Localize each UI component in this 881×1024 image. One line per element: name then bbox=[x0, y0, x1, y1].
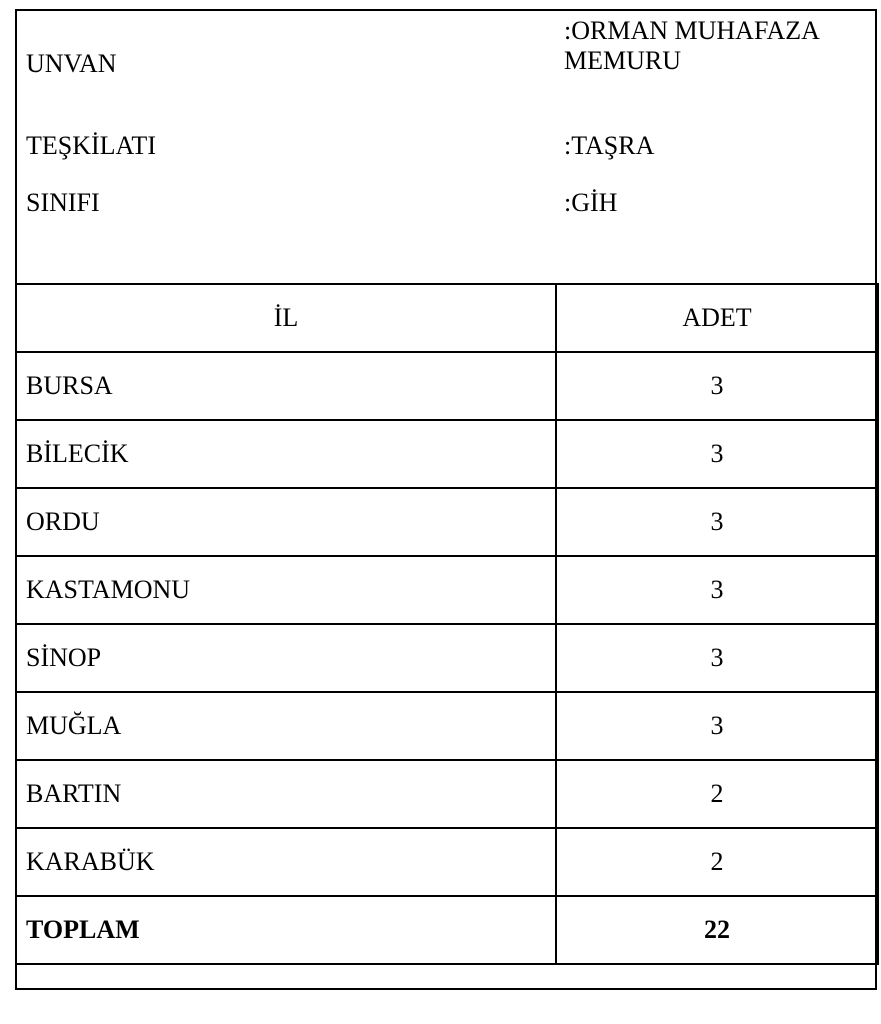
city-cell: BİLECİK bbox=[16, 420, 556, 488]
city-cell: BURSA bbox=[16, 352, 556, 420]
teskilat-label: TEŞKİLATI bbox=[26, 131, 156, 160]
total-row bbox=[16, 896, 878, 964]
table-row bbox=[16, 556, 878, 624]
city-cell: SİNOP bbox=[16, 624, 556, 692]
count-cell: 3 bbox=[556, 692, 878, 760]
count-cell: 2 bbox=[556, 760, 878, 828]
table-header-row bbox=[16, 284, 878, 352]
city-cell: KASTAMONU bbox=[16, 556, 556, 624]
city-cell: KARABÜK bbox=[16, 828, 556, 896]
count-cell: 3 bbox=[556, 352, 878, 420]
city-cell: MUĞLA bbox=[16, 692, 556, 760]
count-cell: 3 bbox=[556, 556, 878, 624]
total-count: 22 bbox=[556, 896, 878, 964]
position-info-header bbox=[17, 11, 875, 285]
table-row bbox=[16, 828, 878, 896]
city-cell: ORDU bbox=[16, 488, 556, 556]
document-frame bbox=[15, 9, 877, 990]
unvan-value: :ORMAN MUHAFAZA MEMURU bbox=[564, 16, 820, 75]
city-allocation-table bbox=[15, 283, 879, 965]
teskilat-value: :TAŞRA bbox=[564, 131, 655, 160]
city-cell: BARTIN bbox=[16, 760, 556, 828]
column-header-adet: ADET bbox=[556, 284, 878, 352]
column-header-il: İL bbox=[16, 284, 556, 352]
count-cell: 3 bbox=[556, 624, 878, 692]
count-cell: 2 bbox=[556, 828, 878, 896]
table-row bbox=[16, 488, 878, 556]
count-cell: 3 bbox=[556, 488, 878, 556]
table-row bbox=[16, 624, 878, 692]
table-row bbox=[16, 692, 878, 760]
table-row bbox=[16, 760, 878, 828]
unvan-label: UNVAN bbox=[26, 49, 117, 78]
sinif-label: SINIFI bbox=[26, 188, 100, 217]
table-row bbox=[16, 420, 878, 488]
table-row bbox=[16, 352, 878, 420]
count-cell: 3 bbox=[556, 420, 878, 488]
total-label: TOPLAM bbox=[16, 896, 556, 964]
sinif-value: :GİH bbox=[564, 188, 618, 217]
